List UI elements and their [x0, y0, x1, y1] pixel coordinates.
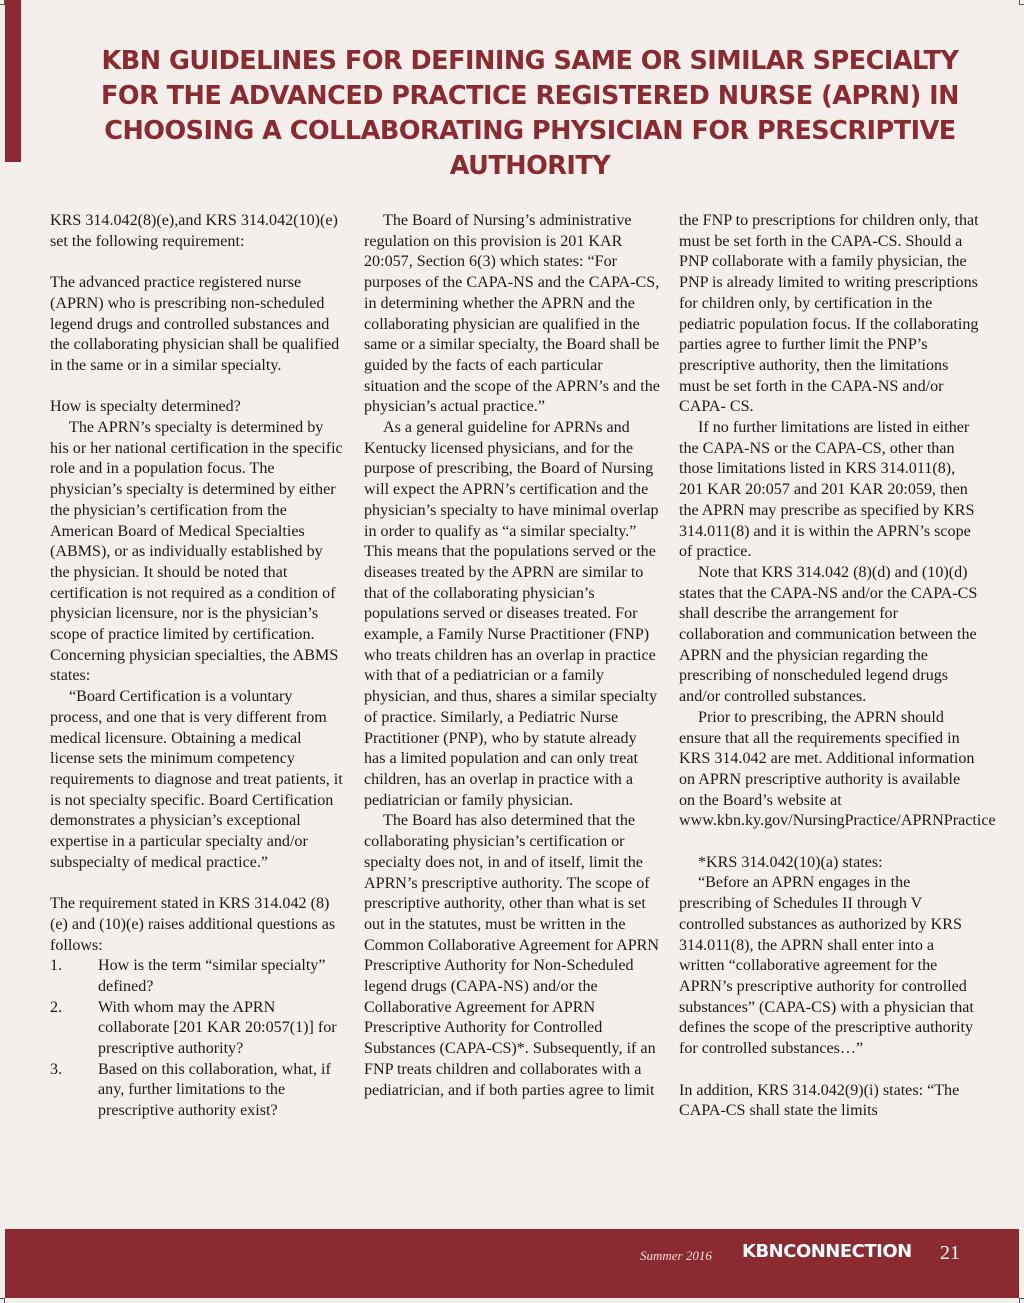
paragraph: The Board has also determined that the collaborating physician’s certification or specialty does not, in and of itself, limit the APRN’s prescriptive authority. The scope of prescriptive authority, other than what is set out in the statutes, must be written in the Common Collaborative Agreement for APRN Prescriptive Authority for Non-Scheduled legend drugs (CAPA-NS) and/or the Collaborative Agreement for APRN Prescriptive Authority for Controlled Substances (CAPA-CS)*. Subsequently, if an FNP treats children and collaborates with a pediatrician, and if both parties agree to limit: [364, 812, 660, 1099]
list-text: How is the term “similar specialty” defined?: [98, 957, 326, 995]
list-item: [50, 998, 345, 1060]
crop-mark: [1019, 1298, 1020, 1303]
crop-mark: [4, 0, 5, 5]
paragraph: The APRN’s specialty is determined by his or her national certification in the specific role and in a population focus. The physician’s specialty is determined by either the physician’s certification from the American Board of Medical Specialties (ABMS), or as individually established by the physician. It should be noted that certification is not required as a condition of physician licensure, nor is the physician’s scope of practice limited by certification. Concerning physician specialties, the ABMS states:: [50, 419, 343, 685]
list-text: With whom may the APRN collaborate [201 KAR 20:057(1)] for prescriptive authority?: [98, 998, 337, 1058]
paragraph: the FNP to prescriptions for children only, that must be set forth in the CAPA-CS. Should a PNP collaborate with a family physician, the PNP is already limited to writing prescriptions for children only, by certification in the pediatric population focus. If the collaborating parties agree to further limit the PNP’s prescriptive authority, then the limitations must be set forth in the CAPA-NS and/or CAPA- CS.: [679, 212, 979, 416]
footer-bar: [5, 1229, 1019, 1298]
list-number: 3.: [50, 1060, 63, 1078]
column-3: [679, 211, 996, 1122]
paragraph: The requirement stated in KRS 314.042 (8)(e) and (10)(e) raises additional questions as follows:: [50, 895, 336, 954]
section-question: How is specialty determined?: [50, 398, 241, 416]
paragraph: Prior to prescribing, the APRN should ensure that all the requirements specified in KRS 314.042 are met. Additional information on APRN prescriptive authority is available on the Board’s website at www.kbn.ky.gov/NursingPractice/APRNPractice: [679, 708, 996, 830]
page-number: 21: [940, 1242, 960, 1264]
quote: “Board Certification is a voluntary process, and one that is very different from medical licensure. Obtaining a medical license sets the minimum competency requirements to diagnose and treat patients, it is not specialty specific. Board Certification demonstrates a physician’s exceptional expertise in a particular specialty and/or subspecialty of medical practice.”: [50, 688, 343, 871]
accent-bar: [5, 0, 21, 162]
list-text: Based on this collaboration, what, if any, further limitations to the prescriptive authority exist?: [98, 1060, 331, 1120]
crop-mark: [4, 1298, 5, 1303]
article-title: KBN GUIDELINES FOR DEFINING SAME OR SIMILAR SPECIALTY FOR THE ADVANCED PRACTICE REGISTERED NURSE (APRN) IN CHOOSING A COLLABORATING PHYSICIAN FOR PRESCRIPTIVE AUTHORITY: [101, 46, 959, 181]
list-item: [50, 956, 345, 997]
paragraph: Note that KRS 314.042 (8)(d) and (10)(d) states that the CAPA-NS and/or the CAPA-CS shall describe the arrangement for collaboration and communication between the APRN and the physician regarding the prescribing of nonscheduled legend drugs and/or controlled substances.: [679, 563, 978, 706]
list-number: 1.: [50, 957, 63, 975]
column-2: [364, 211, 661, 1101]
list-number: 2.: [50, 998, 63, 1016]
paragraph: In addition, KRS 314.042(9)(i) states: “The CAPA-CS shall state the limits: [679, 1081, 960, 1120]
paragraph: The advanced practice registered nurse (APRN) who is prescribing non-scheduled legend drugs and controlled substances and the collaborating physician shall be qualified in the same or in a similar specialty.: [50, 274, 340, 374]
quote: “Before an APRN engages in the prescribing of Schedules II through V controlled substances as authorized by KRS 314.011(8), the APRN shall enter into a written “collaborative agreement for the APRN’s prescriptive authority for controlled substances” (CAPA-CS) with a physician that defines the scope of the prescriptive authority for controlled substances…”: [679, 874, 974, 1058]
paragraph: The Board of Nursing’s administrative regulation on this provision is 201 KAR 20:057, Section 6(3) which states: “For purposes of the CAPA-NS and the CAPA-CS, in determining whether the APRN and the collaborating physician are qualified in the same or a similar specialty, the Board shall be guided by the facts of each particular situation and the scope of the APRN’s and the physician’s actual practice.”: [364, 212, 660, 416]
magazine-logo: KBNCONNECTION: [742, 1241, 912, 1262]
list-item: [50, 1060, 345, 1122]
footnote-heading: *KRS 314.042(10)(a) states:: [698, 853, 883, 871]
column-1: [50, 211, 345, 1122]
issue-date: Summer 2016: [640, 1248, 712, 1263]
paragraph: If no further limitations are listed in either the CAPA-NS or the CAPA-CS, other than those limitations listed in KRS 314.011(8), 201 KAR 20:057 and 201 KAR 20:059, then the APRN may prescribe as specified by KRS 314.011(8) and it is within the APRN’s scope of practice.: [679, 419, 975, 561]
crop-mark: [1019, 0, 1020, 5]
paragraph: As a general guideline for APRNs and Kentucky licensed physicians, and for the purpose of prescribing, the Board of Nursing will expect the APRN’s certification and the physician’s specialty to have minimal overlap in order to qualify as “a similar specialty.” This means that the populations served or the diseases treated by the APRN are similar to that of the collaborating physician’s populations served or diseases treated. For example, a Family Nurse Practitioner (FNP) who treats children has an overlap in practice with that of a pediatrician or a family physician, and thus, shares a similar specialty of practice. Similarly, a Pediatric Nurse Practitioner (PNP), who by statute already has a limited population and can only treat children, has an overlap in practice with a pediatrician or family physician.: [364, 419, 659, 809]
paragraph: KRS 314.042(8)(e),and KRS 314.042(10)(e) set the following requirement:: [50, 212, 338, 250]
